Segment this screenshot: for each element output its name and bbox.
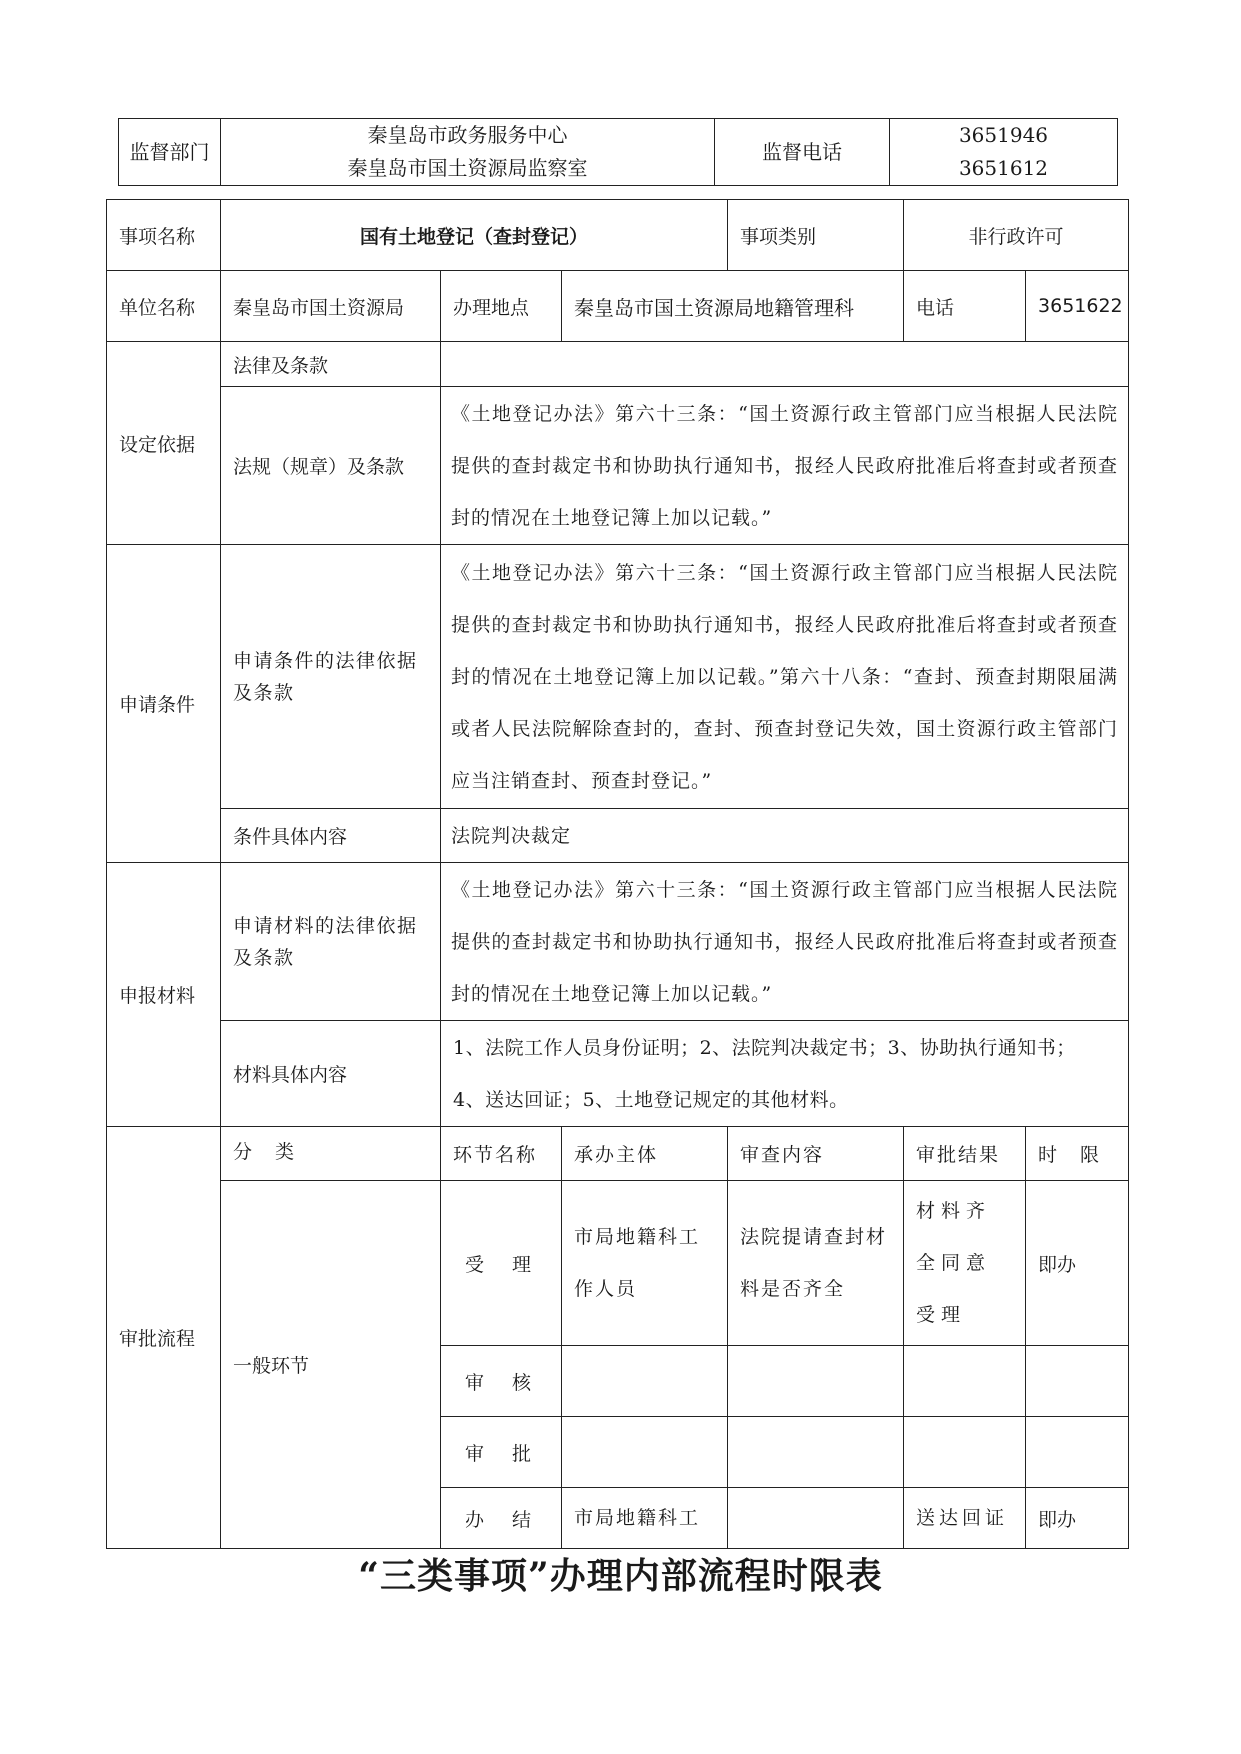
header-limit: 时 限 bbox=[1026, 1127, 1129, 1181]
process-review bbox=[728, 1488, 904, 1549]
procedure-table bbox=[106, 199, 1129, 1549]
page-title: “三类事项”办理内部流程时限表 bbox=[358, 1555, 883, 1597]
process-step: 审核 bbox=[441, 1346, 562, 1417]
header-step: 环节名称 bbox=[441, 1127, 562, 1181]
process-limit: 即办 bbox=[1026, 1181, 1129, 1346]
supervision-table bbox=[118, 118, 1118, 186]
supervision-row bbox=[119, 119, 1118, 186]
basis-regulation-label: 法规（规章）及条款 bbox=[221, 387, 441, 545]
conditions-legal-row bbox=[107, 545, 1129, 809]
materials-detail-value bbox=[441, 1021, 1129, 1127]
header-review: 审查内容 bbox=[728, 1127, 904, 1181]
process-step: 办结 bbox=[441, 1488, 562, 1549]
process-handler bbox=[562, 1417, 728, 1488]
process-limit bbox=[1026, 1417, 1129, 1488]
materials-legal-value: 《土地登记办法》第六十三条：“国土资源行政主管部门应当根据人民法院提供的查封裁定书和协助执行通知书，报经人民政府批准后将查封或者预查封的情况在土地登记簿上加以记载。” bbox=[441, 863, 1129, 1021]
materials-legal-row bbox=[107, 863, 1129, 1021]
header-result: 审批结果 bbox=[904, 1127, 1026, 1181]
process-step: 审批 bbox=[441, 1417, 562, 1488]
materials-detail-row bbox=[107, 1021, 1129, 1127]
process-result bbox=[904, 1417, 1026, 1488]
process-limit bbox=[1026, 1346, 1129, 1417]
conditions-label: 申请条件 bbox=[107, 545, 221, 863]
unit-label: 单位名称 bbox=[107, 271, 221, 342]
process-review: 法院提请查封材料是否齐全 bbox=[728, 1181, 904, 1346]
supervision-dept-label: 监督部门 bbox=[119, 119, 221, 186]
tel-value: 3651622 bbox=[1026, 271, 1129, 342]
conditions-detail-value: 法院判决裁定 bbox=[441, 809, 1129, 863]
supervision-phone-2: 3651612 bbox=[958, 156, 1049, 180]
supervision-phone-label: 监督电话 bbox=[715, 119, 890, 186]
basis-label: 设定依据 bbox=[107, 342, 221, 545]
process-header-row bbox=[107, 1127, 1129, 1181]
process-result: 材料齐全同意受理 bbox=[904, 1181, 1026, 1346]
materials-legal-label: 申请材料的法律依据及条款 bbox=[221, 863, 441, 1021]
process-handler: 市局地籍科工 bbox=[562, 1488, 728, 1549]
process-result bbox=[904, 1346, 1026, 1417]
process-step: 受理 bbox=[441, 1181, 562, 1346]
supervision-phone-1: 3651946 bbox=[958, 123, 1049, 147]
item-category-label: 事项类别 bbox=[728, 200, 904, 271]
unit-row bbox=[107, 271, 1129, 342]
process-handler: 市局地籍科工作人员 bbox=[562, 1181, 728, 1346]
supervision-phone-value bbox=[890, 119, 1118, 186]
process-limit: 即办 bbox=[1026, 1488, 1129, 1549]
item-name-label: 事项名称 bbox=[107, 200, 221, 271]
basis-regulation-row bbox=[107, 387, 1129, 545]
basis-law-label: 法律及条款 bbox=[221, 342, 441, 387]
process-general-label: 一般环节 bbox=[221, 1181, 441, 1549]
item-name-value: 国有土地登记（查封登记） bbox=[221, 200, 728, 271]
process-category-label: 分 类 bbox=[221, 1127, 441, 1181]
basis-law-row bbox=[107, 342, 1129, 387]
location-value: 秦皇岛市国土资源局地籍管理科 bbox=[562, 271, 904, 342]
process-label: 审批流程 bbox=[107, 1127, 221, 1549]
item-category-value: 非行政许可 bbox=[904, 200, 1129, 271]
basis-regulation-value: 《土地登记办法》第六十三条：“国土资源行政主管部门应当根据人民法院提供的查封裁定书和协助执行通知书，报经人民政府批准后将查封或者预查封的情况在土地登记簿上加以记载。” bbox=[441, 387, 1129, 545]
materials-detail-line-2: 4、送达回证；5、土地登记规定的其他材料。 bbox=[453, 1088, 849, 1111]
process-review bbox=[728, 1417, 904, 1488]
process-handler bbox=[562, 1346, 728, 1417]
process-result: 送达回证 bbox=[904, 1488, 1026, 1549]
conditions-legal-value: 《土地登记办法》第六十三条：“国土资源行政主管部门应当根据人民法院提供的查封裁定书和协助执行通知书，报经人民政府批准后将查封或者预查封的情况在土地登记簿上加以记载。”第六十八条：“查封、预查封期限届满或者人民法院解除查封的，查封、预查封登记失效，国土资源行政主管部门应当注销查封、预查封登记。” bbox=[441, 545, 1129, 809]
location-label: 办理地点 bbox=[441, 271, 562, 342]
materials-detail-label: 材料具体内容 bbox=[221, 1021, 441, 1127]
process-row bbox=[107, 1181, 1129, 1346]
conditions-detail-row bbox=[107, 809, 1129, 863]
tel-label: 电话 bbox=[904, 271, 1026, 342]
supervision-dept-line-2: 秦皇岛市国土资源局监察室 bbox=[347, 156, 588, 180]
materials-label: 申报材料 bbox=[107, 863, 221, 1127]
process-review bbox=[728, 1346, 904, 1417]
item-row bbox=[107, 200, 1129, 271]
unit-value: 秦皇岛市国土资源局 bbox=[221, 271, 441, 342]
basis-law-value bbox=[441, 342, 1129, 387]
conditions-detail-label: 条件具体内容 bbox=[221, 809, 441, 863]
conditions-legal-label: 申请条件的法律依据及条款 bbox=[221, 545, 441, 809]
supervision-dept-line-1: 秦皇岛市政务服务中心 bbox=[367, 123, 568, 147]
header-handler: 承办主体 bbox=[562, 1127, 728, 1181]
supervision-dept-value bbox=[221, 119, 715, 186]
materials-detail-line-1: 1、法院工作人员身份证明；2、法院判决裁定书；3、协助执行通知书； bbox=[453, 1036, 1076, 1059]
